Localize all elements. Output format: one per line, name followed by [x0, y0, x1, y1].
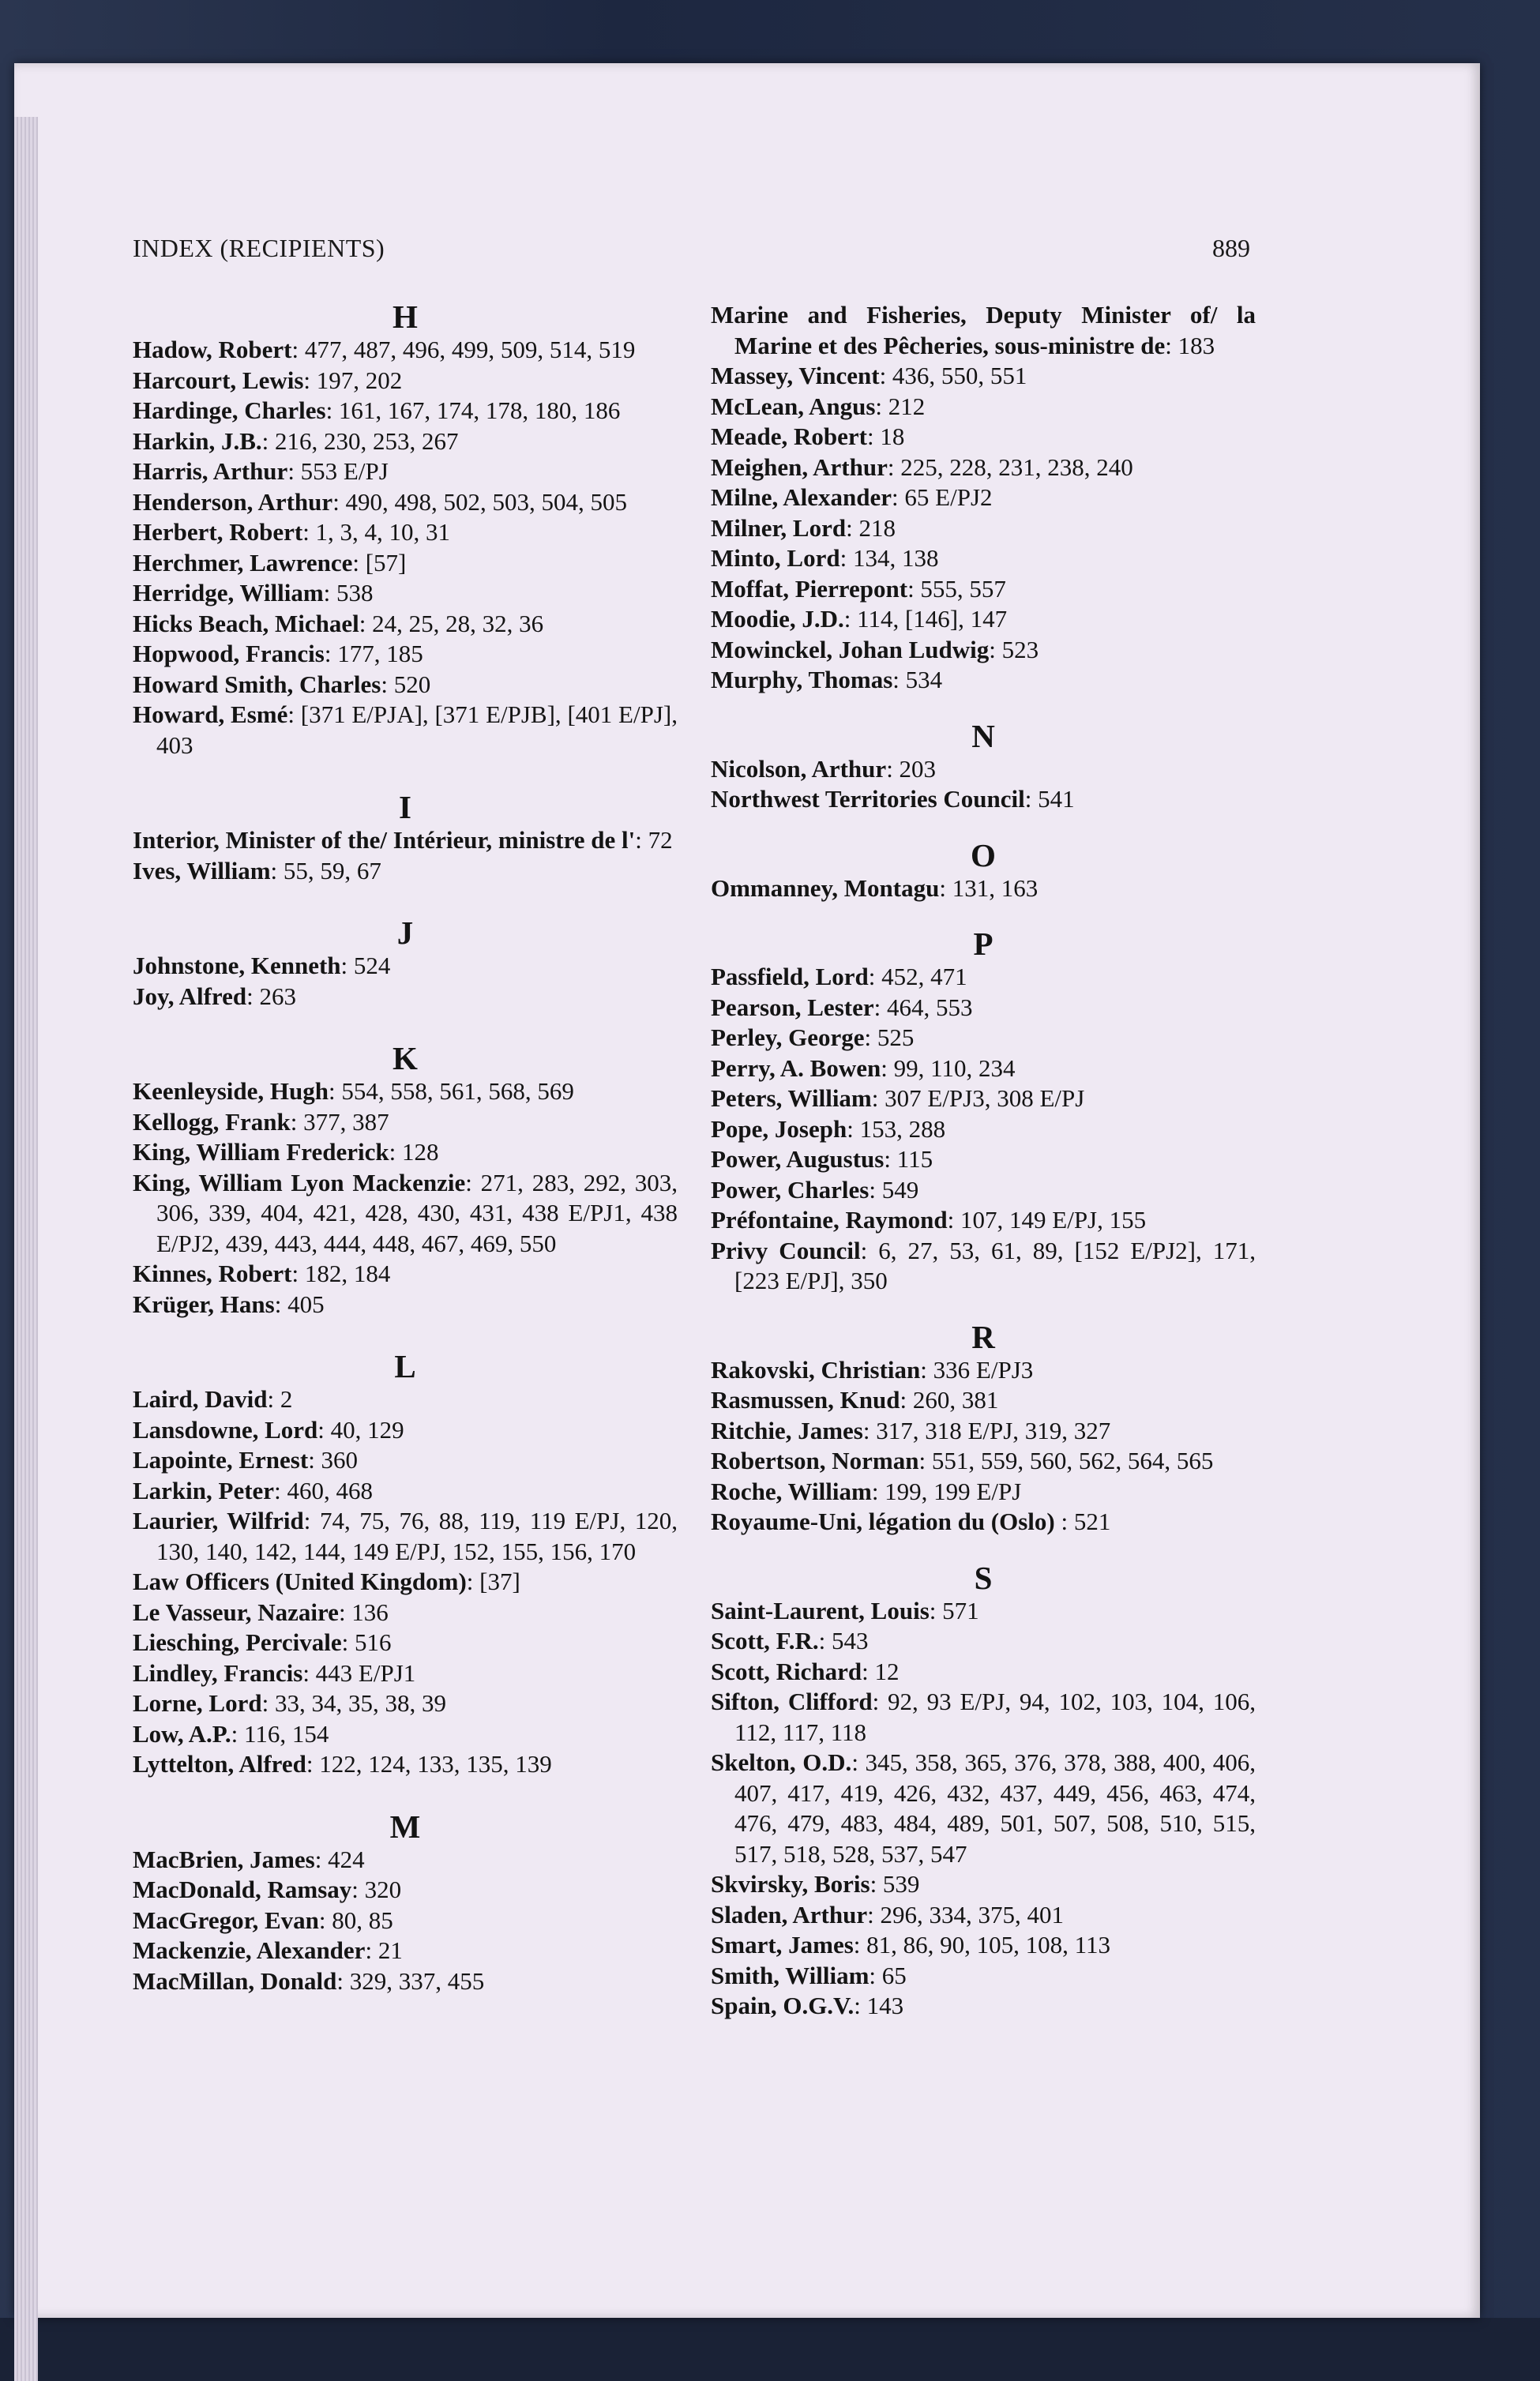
section-letter: M	[389, 1808, 421, 1845]
entry-refs: : 65 E/PJ2	[892, 483, 993, 511]
entry-refs: : 271, 283, 292, 303, 306, 339, 404, 421, 428, 430, 431, 438 E/PJ1, 438 E/PJ2, 439, 443, 444, 448, 467, 469, 550	[156, 1168, 678, 1257]
index-entry	[711, 1961, 1256, 1992]
entry-refs: : 218	[846, 513, 896, 542]
entry-refs: : 320	[351, 1876, 402, 1903]
entry-refs: : 307 E/PJ3, 308 E/PJ	[871, 1084, 1085, 1112]
index-entry	[133, 825, 678, 856]
index-entry	[711, 1507, 1256, 1538]
index-entry	[711, 1114, 1256, 1145]
section-gap	[133, 1012, 678, 1042]
index-entry	[711, 962, 1256, 993]
index-entry	[133, 982, 678, 1012]
entry-name: Ommanney, Montagu	[711, 873, 940, 902]
entry-name: Interior, Minister of the/ Intérieur, ministre de l'	[133, 826, 636, 854]
entry-refs: : 523	[989, 635, 1039, 663]
entry-name: Murphy, Thomas	[711, 666, 893, 693]
section-gap	[711, 696, 1256, 719]
section-letter: K	[393, 1040, 418, 1076]
section-letter: N	[971, 717, 995, 754]
entry-refs: : 114, [146], 147	[843, 605, 1008, 633]
section-gap	[711, 1297, 1256, 1320]
entry-name: Liesching, Percivale	[133, 1628, 342, 1656]
entry-name: Perley, George	[711, 1023, 865, 1051]
entry-name: Smart, James	[711, 1931, 854, 1959]
entry-name: Sladen, Arthur	[711, 1900, 868, 1928]
entry-refs: : [371 E/PJA], [371 E/PJB], [401 E/PJ], 403	[156, 700, 678, 759]
entry-refs: : 33, 34, 35, 38, 39	[261, 1689, 446, 1717]
index-entry	[133, 1567, 678, 1598]
entry-refs: : 203	[886, 754, 937, 783]
entry-name: Howard, Esmé	[133, 700, 288, 728]
entry-name: Power, Augustus	[711, 1145, 885, 1173]
entry-refs: : 21	[365, 1936, 403, 1964]
entry-refs: : 538	[323, 579, 374, 607]
entry-refs: : 99, 110, 234	[881, 1053, 1016, 1082]
index-entry	[133, 951, 678, 982]
section-letter: S	[974, 1559, 993, 1596]
entry-refs: : 571	[929, 1596, 979, 1624]
section-letter: O	[971, 836, 996, 873]
entry-refs: : 2	[267, 1385, 293, 1413]
index-entry	[133, 1658, 678, 1689]
entry-name: Power, Charles	[711, 1175, 870, 1204]
entry-name: Joy, Alfred	[133, 982, 247, 1010]
index-entry	[711, 1053, 1256, 1084]
entry-name: Laird, David	[133, 1385, 268, 1413]
entry-name: MacBrien, James	[133, 1845, 315, 1873]
entry-name: Hicks Beach, Michael	[133, 609, 359, 637]
index-entry	[133, 548, 678, 579]
index-entry	[711, 1869, 1256, 1900]
section-gap	[133, 760, 678, 791]
index-entry	[133, 1415, 678, 1446]
entry-name: Meade, Robert	[711, 422, 867, 450]
entry-name: Ives, William	[133, 856, 271, 884]
entry-name: Kinnes, Robert	[133, 1260, 292, 1287]
entry-name: Perry, A. Bowen	[711, 1053, 881, 1082]
section-gap	[711, 903, 1256, 927]
entry-refs: : 551, 559, 560, 562, 564, 565	[918, 1447, 1214, 1474]
entry-refs: : 1, 3, 4, 10, 31	[302, 518, 451, 546]
entry-refs: : 520	[381, 670, 431, 698]
entry-name: Mowinckel, Johan Ludwig	[711, 635, 990, 663]
entry-refs: : [57]	[352, 548, 407, 576]
entry-name: Meighen, Arthur	[711, 453, 888, 481]
entry-refs: : 296, 334, 375, 401	[867, 1900, 1064, 1928]
entry-name: Milne, Alexander	[711, 483, 892, 511]
entry-name: Spain, O.G.V.	[711, 1992, 855, 2019]
entry-name: Johnstone, Kenneth	[133, 952, 341, 979]
entry-refs: : 143	[854, 1992, 904, 2019]
index-entry	[711, 422, 1256, 453]
entry-refs: : 131, 163	[939, 873, 1039, 902]
index-entry	[711, 1626, 1256, 1657]
section-letter: R	[971, 1318, 995, 1355]
entry-refs: : 136	[338, 1598, 389, 1626]
index-column-right	[711, 300, 1256, 2022]
index-entry	[711, 1175, 1256, 1206]
section-letter: L	[394, 1348, 416, 1384]
index-entry	[133, 1168, 678, 1260]
entry-name: Hopwood, Francis	[133, 640, 325, 667]
entry-refs: : 516	[341, 1628, 392, 1656]
entry-name: Privy Council	[711, 1236, 861, 1264]
entry-refs: : 263	[246, 982, 296, 1010]
entry-refs: : 153, 288	[847, 1114, 946, 1143]
entry-name: Rakovski, Christian	[711, 1355, 921, 1384]
entry-refs: : 72	[635, 826, 673, 854]
entry-name: Sifton, Clifford	[711, 1688, 873, 1715]
section-letter: H	[393, 299, 418, 335]
index-entry	[711, 1446, 1256, 1477]
entry-refs: : 122, 124, 133, 135, 139	[306, 1750, 552, 1778]
index-entry	[711, 1023, 1256, 1053]
index-entry	[133, 426, 678, 457]
entry-name: MacGregor, Evan	[133, 1906, 319, 1934]
section-letter: J	[396, 914, 414, 951]
entry-refs: : 549	[869, 1175, 919, 1204]
entry-refs: : 212	[875, 392, 926, 420]
entry-refs: : 336 E/PJ3	[920, 1355, 1034, 1384]
entry-refs: : 55, 59, 67	[270, 856, 381, 884]
entry-refs: : 225, 228, 231, 238, 240	[887, 453, 1133, 481]
index-entry	[711, 1930, 1256, 1961]
entry-refs: : 177, 185	[324, 640, 423, 667]
entry-refs: : 65	[869, 1961, 907, 1989]
index-entry	[711, 361, 1256, 392]
entry-name: Lorne, Lord	[133, 1689, 262, 1717]
entry-name: Herbert, Robert	[133, 518, 303, 546]
entry-name: Larkin, Peter	[133, 1476, 275, 1504]
entry-name: Herchmer, Lawrence	[133, 548, 353, 576]
index-entry	[711, 665, 1256, 696]
page-number: 889	[1212, 234, 1250, 262]
index-entry	[711, 1416, 1256, 1447]
entry-name: Ritchie, James	[711, 1416, 863, 1444]
entry-name: King, William Frederick	[133, 1138, 389, 1166]
section-letter: P	[973, 926, 993, 962]
entry-name: Scott, Richard	[711, 1657, 862, 1685]
index-entry	[133, 1936, 678, 1966]
entry-refs: : 534	[892, 666, 943, 693]
entry-name: Law Officers (United Kingdom)	[133, 1568, 467, 1595]
index-entry	[711, 543, 1256, 574]
entry-refs: : 424	[314, 1845, 365, 1873]
index-entry	[711, 483, 1256, 513]
entry-refs: : 80, 85	[318, 1906, 393, 1934]
entry-refs: : 24, 25, 28, 32, 36	[359, 609, 544, 637]
index-entry	[133, 1845, 678, 1876]
entry-name: Mackenzie, Alexander	[133, 1936, 366, 1964]
index-entry	[711, 392, 1256, 422]
section-gap	[711, 1538, 1256, 1561]
index-entry	[133, 335, 678, 366]
entry-name: Marine and Fisheries, Deputy Minister of/ la Marine et des Pêcheries, sous-ministre de	[711, 301, 1256, 359]
index-entry	[133, 1476, 678, 1507]
entry-refs: : 345, 358, 365, 376, 378, 388, 400, 406, 407, 417, 419, 426, 432, 437, 449, 456, 463, 474, 476, 479, 483, 484, 489, 501, 507, 508, 510, 515, 517, 518, 528, 537, 547	[734, 1748, 1256, 1868]
index-entry	[711, 574, 1256, 605]
entry-name: Keenleyside, Hugh	[133, 1077, 329, 1105]
entry-name: Kellogg, Frank	[133, 1107, 291, 1136]
entry-refs: : 81, 86, 90, 105, 108, 113	[853, 1931, 1111, 1959]
entry-refs: : 524	[340, 952, 391, 979]
index-entry	[133, 517, 678, 548]
index-entry	[133, 1719, 678, 1750]
entry-refs: : 161, 167, 174, 178, 180, 186	[325, 396, 621, 424]
entry-name: Lansdowne, Lord	[133, 1415, 318, 1444]
index-entry	[133, 1107, 678, 1138]
entry-name: Nicolson, Arthur	[711, 754, 887, 783]
index-entry	[133, 1506, 678, 1567]
entry-name: Roche, William	[711, 1477, 872, 1505]
entry-refs: : 443 E/PJ1	[302, 1658, 416, 1687]
entry-refs: : 377, 387	[290, 1107, 389, 1136]
entry-refs: : 18	[867, 422, 905, 450]
entry-refs: : 554, 558, 561, 568, 569	[329, 1077, 574, 1105]
index-entry	[711, 1385, 1256, 1416]
entry-name: Passfield, Lord	[711, 963, 869, 990]
index-entry	[711, 604, 1256, 635]
index-entry	[711, 513, 1256, 544]
section-gap	[133, 1780, 678, 1810]
entry-name: Hardinge, Charles	[133, 396, 326, 424]
index-entry	[711, 1083, 1256, 1114]
entry-refs: : 260, 381	[900, 1386, 999, 1414]
index-entry	[711, 784, 1256, 815]
entry-refs: : 6, 27, 53, 61, 89, [152 E/PJ2], 171, [223 E/PJ], 350	[734, 1236, 1256, 1294]
index-entry	[133, 1384, 678, 1415]
index-column-left	[133, 300, 678, 1996]
entry-name: MacDonald, Ramsay	[133, 1876, 352, 1903]
index-entry	[711, 1900, 1256, 1931]
index-entry	[711, 300, 1256, 361]
entry-refs: : 555, 557	[907, 574, 1006, 603]
entry-refs: : 460, 468	[274, 1476, 373, 1504]
index-entry	[133, 1749, 678, 1780]
entry-name: Skelton, O.D.	[711, 1748, 852, 1776]
entry-name: Rasmussen, Knud	[711, 1386, 900, 1414]
running-head: INDEX (RECIPIENTS)	[133, 234, 385, 262]
index-entry	[133, 1076, 678, 1107]
entry-name: Lapointe, Ernest	[133, 1446, 309, 1474]
section-gap	[133, 1320, 678, 1350]
entry-name: Northwest Territories Council	[711, 785, 1025, 813]
entry-refs: : [37]	[466, 1568, 520, 1595]
entry-name: Smith, William	[711, 1961, 870, 1989]
entry-name: Lyttelton, Alfred	[133, 1750, 306, 1778]
entry-name: Skvirsky, Boris	[711, 1870, 870, 1898]
entry-refs: : 553 E/PJ	[287, 457, 389, 485]
entry-name: Robertson, Norman	[711, 1447, 919, 1474]
section-gap	[133, 886, 678, 916]
index-entry	[133, 1445, 678, 1476]
index-entry	[133, 639, 678, 670]
entry-name: Laurier, Wilfrid	[133, 1507, 304, 1534]
page-edge-stack	[14, 117, 38, 2381]
entry-refs: : 490, 498, 502, 503, 504, 505	[332, 487, 628, 516]
index-entry	[711, 993, 1256, 1023]
index-entry	[133, 1906, 678, 1936]
index-entry	[133, 456, 678, 487]
entry-refs: : 452, 471	[868, 963, 967, 990]
entry-refs: : 525	[864, 1023, 915, 1051]
entry-name: Moffat, Pierrepont	[711, 574, 908, 603]
section-gap	[711, 815, 1256, 839]
index-entry	[133, 396, 678, 426]
section-letter: I	[399, 789, 411, 825]
entry-name: King, William Lyon Mackenzie	[133, 1168, 466, 1196]
entry-name: Herridge, William	[133, 579, 324, 607]
index-entry	[711, 1355, 1256, 1386]
index-entry	[711, 1236, 1256, 1297]
entry-name: Préfontaine, Raymond	[711, 1206, 948, 1234]
index-entry	[133, 1966, 678, 1997]
index-entry	[133, 1137, 678, 1168]
index-entry	[133, 366, 678, 396]
index-entry	[711, 1657, 1256, 1688]
entry-name: Hadow, Robert	[133, 336, 292, 363]
index-entry	[711, 1205, 1256, 1236]
entry-refs: : 477, 487, 496, 499, 509, 514, 519	[291, 336, 636, 363]
entry-name: Henderson, Arthur	[133, 487, 333, 516]
index-entry	[711, 873, 1256, 904]
index-entry	[711, 1477, 1256, 1508]
index-entry	[133, 856, 678, 887]
index-entry	[133, 487, 678, 518]
index-entry	[133, 1628, 678, 1658]
entry-name: Peters, William	[711, 1084, 872, 1112]
entry-refs: : 405	[274, 1290, 325, 1318]
entry-refs: : 329, 337, 455	[336, 1966, 485, 1995]
entry-refs: : 541	[1024, 785, 1075, 813]
index-entry	[133, 609, 678, 640]
entry-name: Saint-Laurent, Louis	[711, 1596, 930, 1624]
entry-name: Minto, Lord	[711, 544, 840, 572]
entry-refs: : 12	[862, 1657, 900, 1685]
entry-name: Pope, Joseph	[711, 1114, 847, 1143]
index-entry	[711, 1596, 1256, 1627]
entry-name: MacMillan, Donald	[133, 1966, 337, 1995]
entry-refs: : 40, 129	[317, 1415, 404, 1444]
entry-refs: : 115	[884, 1145, 933, 1173]
entry-name: Krüger, Hans	[133, 1290, 275, 1318]
entry-refs: : 74, 75, 76, 88, 119, 119 E/PJ, 120, 130, 140, 142, 144, 149 E/PJ, 152, 155, 156, 170	[156, 1507, 678, 1565]
index-entry	[711, 1687, 1256, 1748]
entry-name: Royaume-Uni, légation du (Oslo)	[711, 1508, 1055, 1535]
entry-refs: : 317, 318 E/PJ, 319, 327	[862, 1416, 1111, 1444]
index-entry	[133, 670, 678, 700]
entry-refs: : 543	[818, 1627, 869, 1654]
entry-refs: : 92, 93 E/PJ, 94, 102, 103, 104, 106, 112, 117, 118	[734, 1688, 1256, 1746]
entry-refs: : 521	[1054, 1508, 1111, 1535]
entry-name: McLean, Angus	[711, 392, 876, 420]
index-entry	[711, 1991, 1256, 2022]
entry-refs: : 436, 550, 551	[879, 362, 1027, 389]
index-entry	[133, 1259, 678, 1290]
entry-name: Harris, Arthur	[133, 457, 288, 485]
entry-name: Harkin, J.B.	[133, 426, 262, 455]
entry-refs: : 107, 149 E/PJ, 155	[947, 1206, 1147, 1234]
entry-name: Moodie, J.D.	[711, 605, 844, 633]
entry-refs: : 464, 553	[873, 993, 973, 1021]
index-entry	[133, 1598, 678, 1628]
entry-name: Milner, Lord	[711, 513, 847, 542]
entry-name: Howard Smith, Charles	[133, 670, 381, 698]
index-entry	[133, 700, 678, 760]
entry-refs: : 199, 199 E/PJ	[871, 1477, 1022, 1505]
index-entry	[133, 1875, 678, 1906]
entry-name: Pearson, Lester	[711, 993, 874, 1021]
entry-refs: : 216, 230, 253, 267	[261, 426, 459, 455]
entry-refs: : 360	[308, 1446, 359, 1474]
index-entry	[711, 754, 1256, 785]
entry-name: Le Vasseur, Nazaire	[133, 1598, 339, 1626]
entry-refs: : 116, 154	[231, 1719, 329, 1748]
index-entry	[133, 578, 678, 609]
entry-name: Low, A.P.	[133, 1719, 231, 1748]
entry-refs: : 134, 138	[839, 544, 939, 572]
entry-name: Lindley, Francis	[133, 1658, 303, 1687]
index-entry	[711, 1144, 1256, 1175]
index-entry	[711, 635, 1256, 666]
entry-refs: : 182, 184	[291, 1260, 391, 1287]
entry-name: Scott, F.R.	[711, 1627, 819, 1654]
index-entry	[711, 1748, 1256, 1869]
entry-refs: : 183	[1165, 331, 1215, 359]
index-entry	[711, 453, 1256, 483]
entry-refs: : 128	[389, 1138, 439, 1166]
entry-refs: : 197, 202	[303, 366, 403, 394]
entry-name: Massey, Vincent	[711, 362, 880, 389]
index-entry	[133, 1688, 678, 1719]
entry-name: Harcourt, Lewis	[133, 366, 304, 394]
entry-refs: : 539	[870, 1870, 920, 1898]
index-entry	[133, 1290, 678, 1320]
